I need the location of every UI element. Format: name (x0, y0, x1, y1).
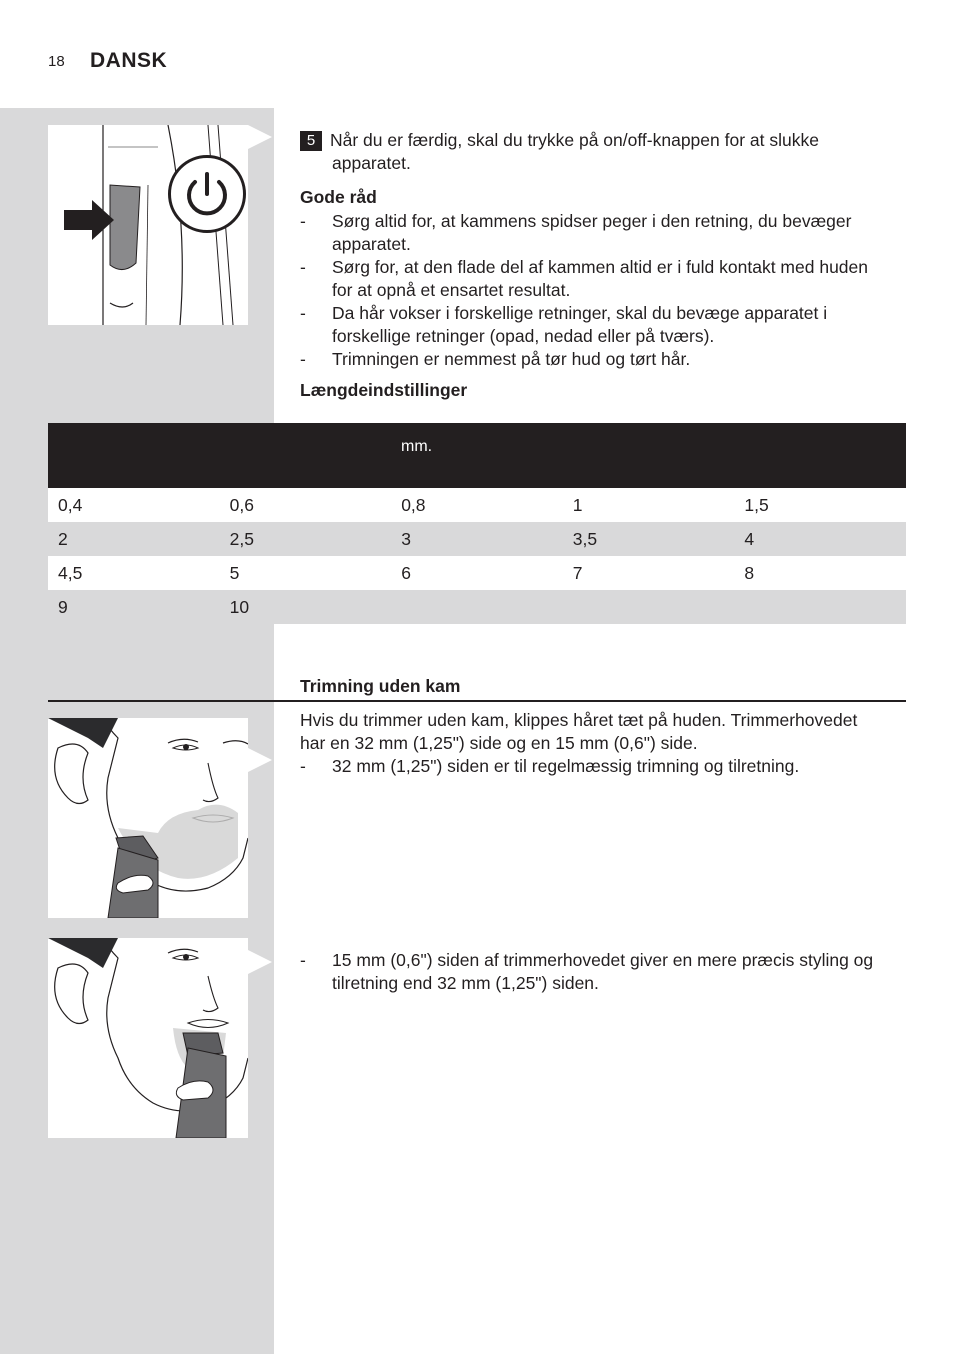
trimming-narrow-side-illustration (48, 938, 248, 1138)
list-item-line: apparatet. (332, 234, 411, 254)
section-divider (48, 700, 906, 702)
table-cell: 3,5 (563, 522, 735, 556)
table-row (48, 556, 906, 590)
table-row (48, 522, 906, 556)
list-item (300, 302, 900, 348)
trim-list-2 (300, 949, 900, 995)
table-cell (563, 590, 735, 624)
figure-pointer (248, 748, 272, 772)
dash-mark: - (300, 257, 306, 277)
list-item-line: Trimningen er nemmest på tør hud og tørt hår. (332, 349, 691, 369)
table-cell: 0,6 (220, 488, 392, 522)
list-item (300, 210, 900, 256)
table-cell: 9 (48, 590, 220, 624)
figure-pointer (248, 125, 272, 149)
length-table (48, 423, 906, 624)
trim-heading: Trimning uden kam (300, 676, 461, 696)
table-cell: 8 (734, 556, 906, 590)
language-title: DANSK (90, 49, 168, 72)
dash-mark: - (300, 950, 306, 970)
table-cell: 2,5 (220, 522, 392, 556)
step-5-text-cont: apparatet. (332, 153, 411, 173)
power-button-illustration (48, 125, 248, 325)
step-5 (300, 129, 900, 175)
table-row (48, 488, 906, 522)
table-cell: 1,5 (734, 488, 906, 522)
list-item-line: 32 mm (1,25") siden er til regelmæssig trimning og tilretning. (332, 756, 800, 776)
step-5-text: Når du er færdig, skal du trykke på on/off-knappen for at slukke (330, 130, 819, 150)
table-cell: 0,8 (391, 488, 563, 522)
figure-pointer (248, 950, 272, 974)
dash-mark: - (300, 303, 306, 323)
table-cell: 7 (563, 556, 735, 590)
step-number-badge: 5 (300, 131, 322, 151)
list-item-line: Sørg for, at den flade del af kammen altid er i fuld kontakt med huden (332, 257, 868, 277)
table-header (48, 423, 906, 488)
power-icon (168, 155, 246, 233)
table-cell: 2 (48, 522, 220, 556)
page-number: 18 (48, 53, 65, 70)
trim-paragraph-line: Hvis du trimmer uden kam, klippes håret tæt på huden. Trimmerhovedet (300, 710, 858, 730)
table-row (48, 590, 906, 624)
table-cell: 3 (391, 522, 563, 556)
list-item-line: Da hår vokser i forskellige retninger, skal du bevæge apparatet i (332, 303, 828, 323)
trim-paragraph-line: har en 32 mm (1,25") side og en 15 mm (0,6") side. (300, 733, 698, 753)
dash-mark: - (300, 756, 306, 776)
tips-list (300, 210, 900, 371)
dash-mark: - (300, 211, 306, 231)
trim-list-1 (300, 755, 900, 778)
list-item (300, 949, 900, 995)
list-item (300, 256, 900, 302)
list-item-line: tilretning end 32 mm (1,25") siden. (332, 973, 599, 993)
list-item (300, 755, 900, 778)
table-cell: 1 (563, 488, 735, 522)
length-settings-heading: Længdeindstillinger (300, 380, 468, 400)
tips-heading: Gode råd (300, 187, 377, 207)
list-item-line: for at opnå et ensartet resultat. (332, 280, 571, 300)
table-cell (734, 590, 906, 624)
list-item-line: Sørg altid for, at kammens spidser peger i den retning, du bevæger (332, 211, 852, 231)
list-item-line: 15 mm (0,6") siden af trimmerhovedet giver en mere præcis styling og (332, 950, 874, 970)
table-cell: 4,5 (48, 556, 220, 590)
dash-mark: - (300, 349, 306, 369)
arrow-right-icon (62, 198, 122, 242)
table-cell: 6 (391, 556, 563, 590)
table-cell: 10 (220, 590, 392, 624)
unit-header: mm. (401, 438, 433, 455)
table-cell (391, 590, 563, 624)
list-item (300, 348, 900, 371)
trim-paragraph (300, 709, 900, 755)
trimming-wide-side-illustration (48, 718, 248, 918)
table-cell: 4 (734, 522, 906, 556)
table-cell: 0,4 (48, 488, 220, 522)
list-item-line: forskellige retninger (opad, nedad eller på tværs). (332, 326, 715, 346)
table-cell: 5 (220, 556, 392, 590)
